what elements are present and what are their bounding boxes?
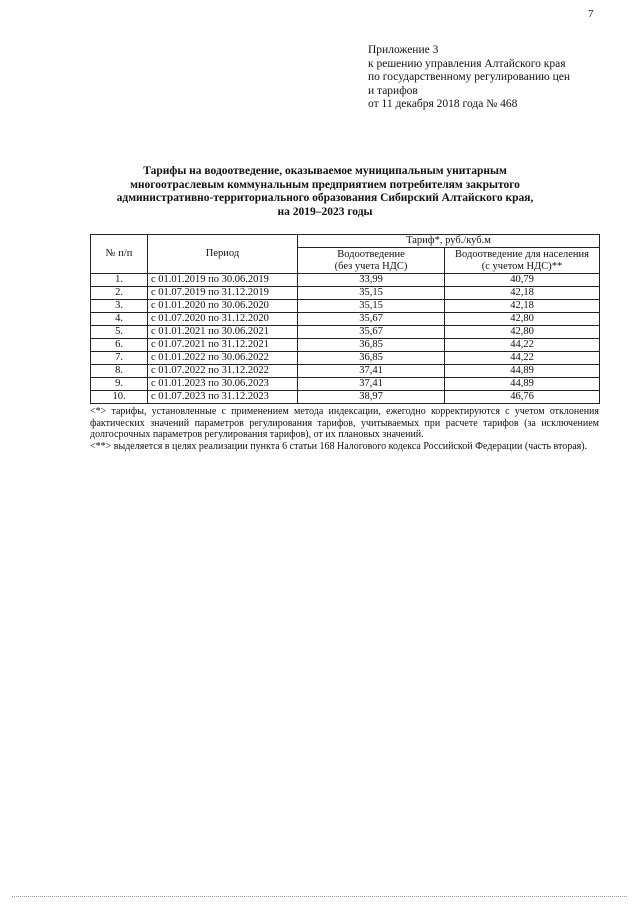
row-sewerage-value: 35,15	[298, 287, 445, 300]
row-period: с 01.01.2020 по 30.06.2020	[148, 300, 298, 313]
row-sewerage-value: 36,85	[298, 352, 445, 365]
row-sewerage-value: 35,67	[298, 326, 445, 339]
row-number: 2.	[91, 287, 148, 300]
table-row	[91, 365, 600, 378]
row-number: 4.	[91, 313, 148, 326]
row-period: с 01.01.2021 по 30.06.2021	[148, 326, 298, 339]
row-number: 6.	[91, 339, 148, 352]
header-tariff: Тариф*, руб./куб.м	[298, 235, 600, 248]
row-population-value: 42,18	[445, 300, 600, 313]
title-line: на 2019–2023 годы	[277, 205, 373, 218]
row-period: с 01.07.2021 по 31.12.2021	[148, 339, 298, 352]
row-population-value: 42,80	[445, 313, 600, 326]
table-row	[91, 274, 600, 287]
row-population-value: 40,79	[445, 274, 600, 287]
header-sewerage-line2: (без учета НДС)	[334, 260, 408, 272]
row-population-value: 44,22	[445, 352, 600, 365]
footnotes	[90, 406, 599, 453]
row-period: с 01.07.2022 по 31.12.2022	[148, 365, 298, 378]
row-period: с 01.07.2020 по 31.12.2020	[148, 313, 298, 326]
row-sewerage-value: 35,67	[298, 313, 445, 326]
page-number: 7	[588, 8, 594, 20]
header-sewerage-population	[445, 248, 600, 274]
row-sewerage-value: 36,85	[298, 339, 445, 352]
header-number: № п/п	[91, 235, 148, 274]
row-population-value: 42,18	[445, 287, 600, 300]
header-sewerage-line1: Водоотведение	[337, 248, 405, 260]
row-period: с 01.07.2023 по 31.12.2023	[148, 391, 298, 404]
table-row	[91, 391, 600, 404]
header-population-line1: Водоотведение для населения	[455, 248, 589, 260]
title-line: многоотраслевым коммунальным предприятием потребителям закрытого	[130, 178, 520, 191]
footnote-2: <**> выделяется в целях реализации пункта 6 статьи 168 Налогового кодекса Российской Федерации (часть вторая).	[90, 441, 588, 453]
row-population-value: 42,80	[445, 326, 600, 339]
table-row	[91, 300, 600, 313]
row-number: 7.	[91, 352, 148, 365]
row-number: 1.	[91, 274, 148, 287]
title-line: Тарифы на водоотведение, оказываемое муниципальным унитарным	[143, 165, 507, 177]
row-population-value: 44,89	[445, 365, 600, 378]
appendix-line: и тарифов	[368, 84, 418, 97]
table-row	[91, 313, 600, 326]
tariff-table-body	[91, 274, 600, 404]
row-period: с 01.01.2023 по 30.06.2023	[148, 378, 298, 391]
tariff-table	[90, 234, 600, 404]
table-row	[91, 378, 600, 391]
row-number: 9.	[91, 378, 148, 391]
row-sewerage-value: 37,41	[298, 365, 445, 378]
row-period: с 01.07.2019 по 31.12.2019	[148, 287, 298, 300]
appendix-header	[368, 44, 570, 112]
table-row	[91, 339, 600, 352]
row-period: с 01.01.2022 по 30.06.2022	[148, 352, 298, 365]
page-bottom-divider	[12, 896, 627, 897]
row-sewerage-value: 38,97	[298, 391, 445, 404]
appendix-line: Приложение 3	[368, 44, 439, 56]
table-row	[91, 352, 600, 365]
document-title	[90, 165, 560, 219]
row-number: 8.	[91, 365, 148, 378]
row-population-value: 44,89	[445, 378, 600, 391]
appendix-line: по государственному регулированию цен	[368, 71, 571, 83]
row-sewerage-value: 37,41	[298, 378, 445, 391]
title-line: административно-территориального образования Сибирский Алтайского края,	[116, 192, 534, 204]
row-number: 10.	[91, 391, 148, 404]
row-population-value: 44,22	[445, 339, 600, 352]
row-number: 3.	[91, 300, 148, 313]
table-row	[91, 326, 600, 339]
table-row	[91, 287, 600, 300]
header-period: Период	[148, 235, 298, 274]
row-sewerage-value: 33,99	[298, 274, 445, 287]
row-population-value: 46,76	[445, 391, 600, 404]
footnote-1: <*> тарифы, установленные с применением метода индексации, ежегодно корректируются с учетом отклонения фактических значений параметров регулирования тарифов, учитываемых при расчете тарифов (за исключением долгосрочных параметров регулирования тарифов), от их плановых значений.	[90, 406, 599, 441]
header-population-line2: (с учетом НДС)**	[481, 260, 563, 272]
appendix-line: к решению управления Алтайского края	[368, 57, 566, 70]
appendix-line: от 11 декабря 2018 года № 468	[368, 98, 518, 110]
row-period: с 01.01.2019 по 30.06.2019	[148, 274, 298, 287]
row-number: 5.	[91, 326, 148, 339]
header-sewerage	[298, 248, 445, 274]
row-sewerage-value: 35,15	[298, 300, 445, 313]
